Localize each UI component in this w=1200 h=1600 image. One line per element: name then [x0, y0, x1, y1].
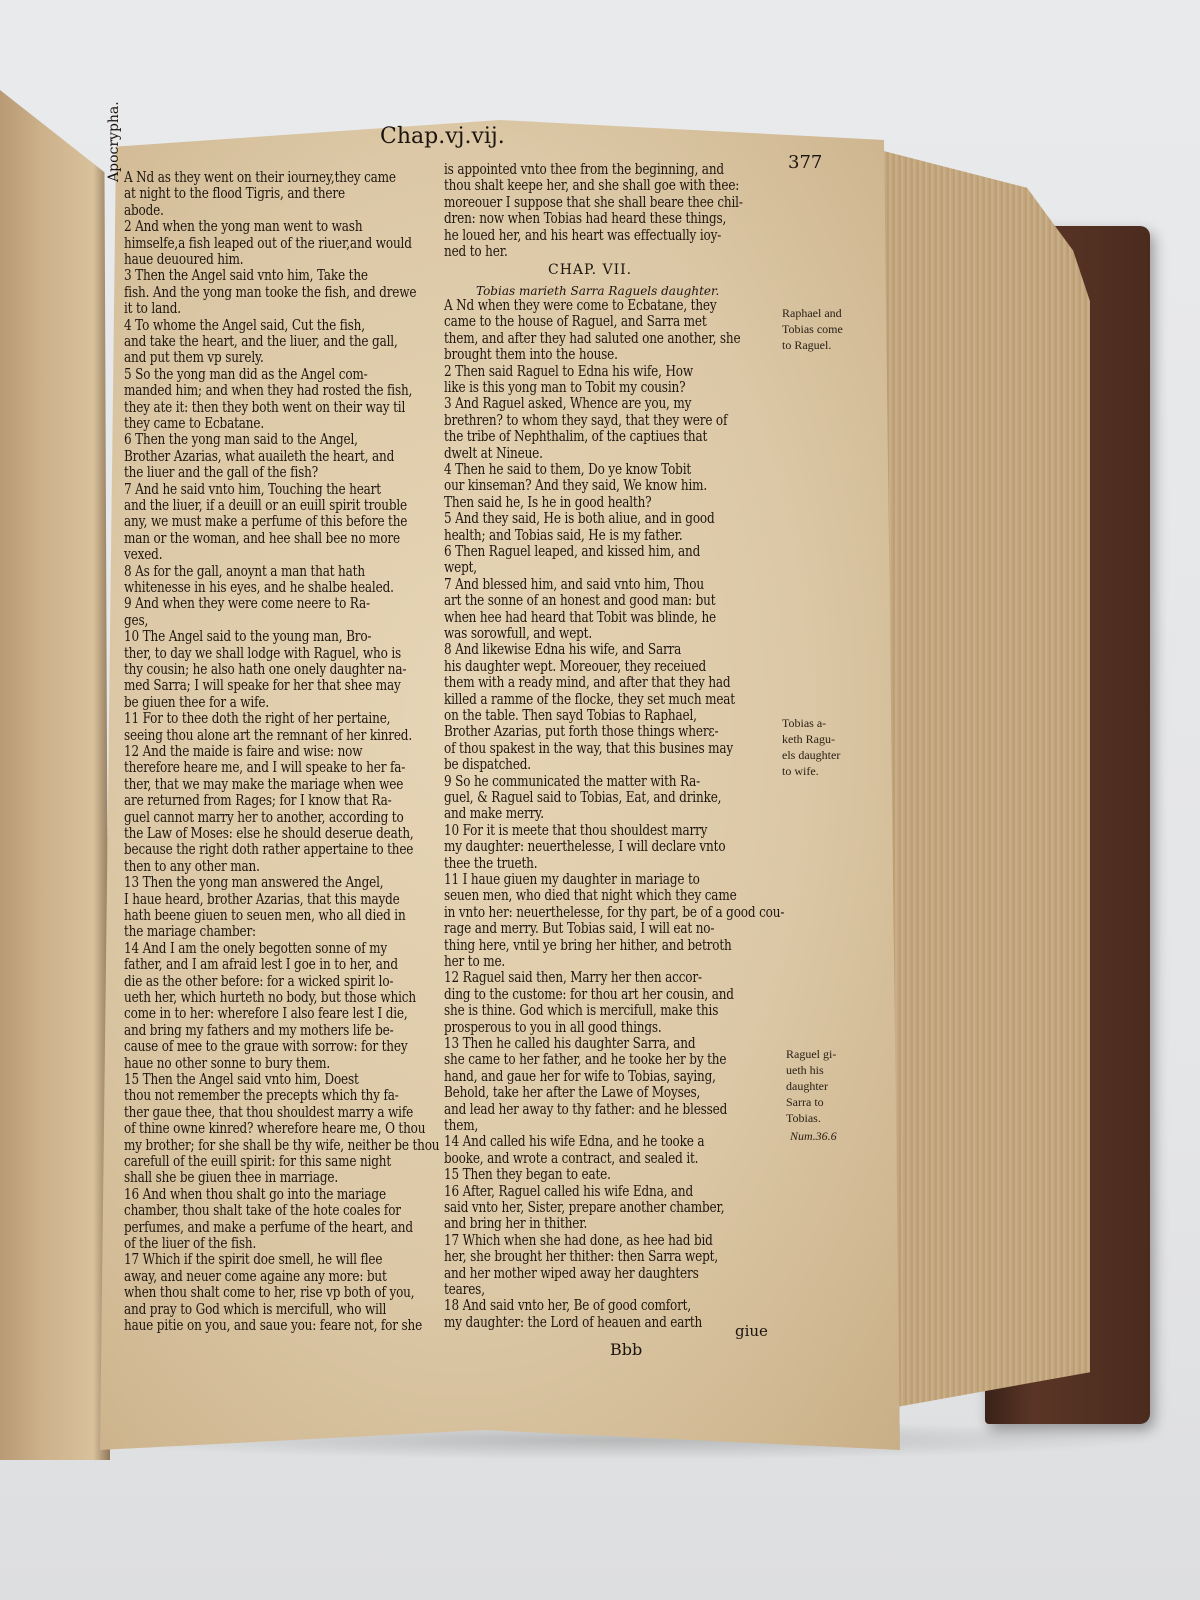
- text-line: and pray to God which is mercifull, who will: [124, 1301, 387, 1318]
- text-line: brethren? to whom they sayd, that they were of: [444, 412, 728, 429]
- text-line: thy cousin; he also hath one onely daughter na-: [124, 662, 407, 678]
- text-line: 16 After, Raguel called his wife Edna, and: [444, 1183, 694, 1200]
- text-line: med Sarra; I will speake for her that shee may: [124, 678, 401, 695]
- text-line: 7 And he said vnto him, Touching the heart: [124, 481, 381, 498]
- text-line: dwelt at Nineue.: [444, 445, 543, 462]
- text-line: 18 And said vnto her, Be of good comfort,: [444, 1298, 692, 1315]
- text-line: of thou spakest in the way, that this busines may: [444, 740, 734, 757]
- text-line: and the liuer, if a deuill or an euill spirit trouble: [124, 498, 408, 514]
- text-line: my daughter: neuerthelesse, I will declare vnto: [444, 839, 726, 856]
- text-line: 13 Then he called his daughter Sarra, and: [444, 1036, 696, 1052]
- text-line: 17 Which if the spirit doe smell, he will flee: [124, 1252, 383, 1269]
- text-line: like is this yong man to Tobit my cousin?: [444, 380, 686, 396]
- text-line: ther gaue thee, that thou shouldest marry a wife: [124, 1104, 414, 1121]
- text-line: ther, to day we shall lodge with Raguel, who is: [124, 645, 402, 662]
- text-line: said vnto her, Sister, prepare another chamber,: [444, 1200, 725, 1216]
- text-line: 4 To whome the Angel said, Cut the fish,: [124, 317, 365, 334]
- text-line: hand, and gaue her for wife to Tobias, saying,: [444, 1068, 716, 1085]
- text-line: abode.: [124, 202, 164, 219]
- text-line: them,: [444, 1118, 479, 1134]
- text-line: on the table. Then sayd Tobias to Raphael,: [444, 708, 697, 724]
- side-note-raguel: [786, 1046, 836, 1126]
- text-line: at night to the flood Tigris, and there: [124, 186, 345, 203]
- text-line: perfumes, and make a perfume of the heart, and: [124, 1219, 413, 1236]
- text-line: 11 For to thee doth the right of her pertaine,: [124, 711, 391, 728]
- text-line: then to any other man.: [124, 858, 260, 875]
- text-line: thou shalt keepe her, and she shall goe with thee:: [444, 178, 740, 195]
- text-line: ges,: [124, 612, 149, 629]
- left-page-curl: [0, 90, 110, 1460]
- side-note-line: to wife.: [782, 764, 819, 778]
- side-note-line: Tobias.: [786, 1111, 821, 1125]
- text-line: the Law of Moses: else he should deserue death,: [124, 826, 414, 842]
- text-line: thee the trueth.: [444, 855, 538, 872]
- text-line: in vnto her: neuerthelesse, for thy part, be of a good cou-: [444, 904, 785, 921]
- running-head: Chap.vj.vij.: [380, 124, 505, 149]
- side-note-reference: Num.36.6: [790, 1129, 837, 1143]
- text-line: her to me.: [444, 954, 506, 970]
- text-line: and lead her away to thy father: and he blessed: [444, 1101, 728, 1118]
- catchword: giue: [735, 1322, 768, 1340]
- side-note-tobias: [782, 715, 840, 779]
- text-line: die as the other before: for a wicked spirit lo-: [124, 973, 394, 990]
- text-line: haue no other sonne to bury them.: [124, 1055, 331, 1072]
- text-line: 9 So he communicated the matter with Ra-: [444, 773, 701, 790]
- text-line: whitenesse in his eyes, and he shalbe healed.: [124, 580, 394, 596]
- text-line: come in to her: wherefore I also feare lest I die,: [124, 1006, 408, 1023]
- text-line: 14 And I am the onely begotten sonne of my: [124, 940, 388, 957]
- text-line: shall she be giuen thee in marriage.: [124, 1170, 339, 1187]
- text-line: our kinseman? And they said, We know him.: [444, 478, 708, 495]
- text-line: 8 As for the gall, anoynt a man that hath: [124, 563, 365, 580]
- side-note-raphael: [782, 305, 843, 353]
- side-note-line: daughter: [786, 1079, 828, 1093]
- text-line: and take the heart, and the liuer, and the gall,: [124, 334, 398, 350]
- text-line: moreouer I suppose that she shall beare thee chil-: [444, 194, 743, 211]
- text-line: she came to her father, and he tooke her by the: [444, 1052, 727, 1069]
- text-line: haue deuoured him.: [124, 252, 244, 268]
- text-line: of thine owne kinred? wherefore heare me, O thou: [124, 1121, 426, 1138]
- text-line: it to land.: [124, 301, 181, 318]
- text-line: brought them into the house.: [444, 347, 618, 364]
- text-line: vexed.: [124, 547, 163, 564]
- text-line: I haue heard, brother Azarias, that this mayde: [124, 891, 400, 908]
- side-note-line: Raguel gi-: [786, 1047, 837, 1061]
- text-line: fish. And the yong man tooke the fish, and drewe: [124, 284, 417, 301]
- page-number: 377: [788, 152, 823, 173]
- text-line: and her mother wiped away her daughters: [444, 1265, 699, 1282]
- text-line: his daughter wept. Moreouer, they receiued: [444, 658, 707, 675]
- text-line: guel cannot marry her to another, according to: [124, 809, 404, 826]
- text-line: man or the woman, and hee shall bee no more: [124, 530, 400, 547]
- text-line: them, and after they had saluted one another, she: [444, 330, 741, 347]
- side-note-line: Raphael and: [782, 306, 842, 320]
- text-line: 13 Then the yong man answered the Angel,: [124, 875, 384, 892]
- text-line: was sorowfull, and wept.: [444, 626, 593, 642]
- text-line: my brother; for she shall be thy wife, neither be thou: [124, 1137, 440, 1154]
- text-line: seuen men, who died that night which they came: [444, 888, 737, 905]
- side-note-line: keth Ragu-: [782, 732, 835, 746]
- text-line: she is thine. God which is mercifull, make this: [444, 1003, 719, 1020]
- text-line: Behold, take her after the Lawe of Moyses,: [444, 1085, 701, 1102]
- text-line: prosperous to you in all good things.: [444, 1019, 662, 1036]
- text-line: carefull of the euill spirit: for this same night: [124, 1154, 392, 1170]
- text-line: 10 The Angel said to the young man, Bro-: [124, 629, 372, 646]
- text-line: they came to Ecbatane.: [124, 416, 264, 432]
- chapter-heading: CHAP. VII.: [548, 262, 633, 278]
- text-line: of the liuer of the fish.: [124, 1236, 257, 1252]
- text-line: 15 Then the Angel said vnto him, Doest: [124, 1072, 359, 1088]
- signature-mark: Bbb: [610, 1340, 643, 1359]
- text-line: and bring her in thither.: [444, 1216, 588, 1233]
- text-line: cause of mee to the graue with sorrow: for they: [124, 1039, 408, 1056]
- page-edges: [880, 150, 1090, 1410]
- text-line: 7 And blessed him, and said vnto him, Thou: [444, 576, 704, 593]
- text-line: killed a ramme of the flocke, they set much meat: [444, 691, 735, 708]
- text-line: hath beene giuen to seuen men, who all died in: [124, 908, 406, 924]
- text-line: any, we must make a perfume of this before the: [124, 514, 408, 531]
- text-line: wept,: [444, 560, 477, 577]
- text-line: 3 And Raguel asked, Whence are you, my: [444, 396, 692, 413]
- text-line: 5 So the yong man did as the Angel com-: [124, 366, 368, 383]
- text-line: Brother Azarias, what auaileth the heart, and: [124, 448, 395, 465]
- text-line: 11 I haue giuen my daughter in mariage to: [444, 872, 700, 888]
- text-line: 15 Then they began to eate.: [444, 1167, 611, 1184]
- side-note-line: Sarra to: [786, 1095, 824, 1109]
- text-line: manded him; and when they had rosted the fish,: [124, 383, 413, 400]
- text-line: 5 And they said, He is both aliue, and in good: [444, 511, 715, 528]
- side-note-line: to Raguel.: [782, 338, 832, 352]
- text-line: them with a ready mind, and after that they had: [444, 675, 731, 692]
- text-line: came to the house of Raguel, and Sarra met: [444, 314, 707, 331]
- text-line: Brother Azarias, put forth those things wherε-: [444, 724, 719, 741]
- margin-title: Apocrypha.: [106, 101, 122, 182]
- text-line: thing here, vntil ye bring her hither, and betroth: [444, 937, 732, 954]
- text-line: therefore heare me, and I will speake to her fa-: [124, 760, 406, 777]
- text-line: father, and I am afraid lest I goe in to her, and: [124, 957, 398, 974]
- text-line: thou not remember the precepts which thy fa-: [124, 1088, 399, 1105]
- text-line: chamber, thou shalt take of the hote coales for: [124, 1203, 401, 1220]
- text-line: away, and neuer come againe any more: but: [124, 1268, 387, 1285]
- text-line: 6 Then the yong man said to the Angel,: [124, 432, 358, 449]
- text-line: A Nd when they were come to Ecbatane, they: [444, 298, 717, 314]
- text-line: are returned from Rages; for I know that Ra-: [124, 793, 392, 810]
- text-line: Then said he, Is he in good health?: [444, 494, 652, 511]
- text-line: be giuen thee for a wife.: [124, 694, 270, 711]
- text-line: 14 And called his wife Edna, and he tooke a: [444, 1134, 705, 1151]
- text-line: 17 Which when she had done, as hee had bid: [444, 1232, 713, 1249]
- text-line: he loued her, and his heart was effectually ioy-: [444, 227, 722, 244]
- text-line: my daughter: the Lord of heauen and earth: [444, 1314, 703, 1331]
- text-line: 16 And when thou shalt go into the mariage: [124, 1186, 386, 1203]
- text-line: rage and merry. But Tobias said, I will eat no-: [444, 921, 715, 938]
- text-line: they ate it: then they both went on their way til: [124, 399, 406, 416]
- text-line: teares,: [444, 1282, 485, 1298]
- text-line: health; and Tobias said, He is my father.: [444, 527, 683, 544]
- side-note-line: ueth his: [786, 1063, 824, 1077]
- text-line: booke, and wrote a contract, and sealed it.: [444, 1150, 699, 1167]
- text-line: 2 Then said Raguel to Edna his wife, How: [444, 363, 693, 380]
- text-line: 2 And when the yong man went to wash: [124, 219, 363, 236]
- side-note-line: els daughter: [782, 748, 841, 762]
- text-line: 12 Raguel said then, Marry her then accor-: [444, 970, 702, 987]
- text-line: A Nd as they went on their iourney,they came: [124, 170, 396, 186]
- text-line: ned to her.: [444, 244, 508, 260]
- side-note-line: Tobias a-: [782, 716, 827, 730]
- text-line: ther, that we may make the mariage when wee: [124, 776, 404, 793]
- text-line: 4 Then he said to them, Do ye know Tobit: [444, 462, 692, 478]
- text-line: 9 And when they were come neere to Ra-: [124, 596, 370, 613]
- text-line: art the sonne of an honest and good man: but: [444, 593, 716, 610]
- text-line: 6 Then Raguel leaped, and kissed him, and: [444, 544, 701, 560]
- text-line: 8 And likewise Edna his wife, and Sarra: [444, 642, 682, 659]
- text-line: the liuer and the gall of the fish?: [124, 465, 319, 482]
- text-line: her, she brought her thither: then Sarra wept,: [444, 1249, 719, 1266]
- text-line: dren: now when Tobias had heard these things,: [444, 211, 727, 228]
- text-line: when thou shalt come to her, rise vp both of you,: [124, 1285, 415, 1302]
- text-line: 3 Then the Angel said vnto him, Take the: [124, 268, 368, 285]
- text-line: and make merry.: [444, 806, 544, 823]
- text-line: ding to the custome: for thou art her cousin, and: [444, 986, 734, 1003]
- text-line: because the right doth rather appertaine to thee: [124, 842, 414, 859]
- text-line: is appointed vnto thee from the beginning, and: [444, 162, 724, 178]
- text-line: the mariage chamber:: [124, 924, 256, 941]
- text-line: seeing thou alone art the remnant of her kinred.: [124, 727, 412, 744]
- text-line: ueth her, which hurteth no body, but those which: [124, 990, 416, 1006]
- text-line: be dispatched.: [444, 757, 531, 774]
- text-line: 10 For it is meete that thou shouldest marry: [444, 822, 708, 839]
- text-line: and put them vp surely.: [124, 350, 264, 367]
- side-note-line: Tobias come: [782, 322, 843, 336]
- text-line: himselfe,a fish leaped out of the riuer,and would: [124, 235, 412, 252]
- chapter-summary: Tobias marieth Sarra Raguels daughter.: [476, 284, 720, 298]
- text-line: when hee had heard that Tobit was blinde, he: [444, 609, 717, 626]
- text-line: the tribe of Nephthalim, of the captiues that: [444, 429, 708, 446]
- text-line: 12 And the maide is faire and wise: now: [124, 744, 363, 760]
- text-line: and bring my fathers and my mothers life be-: [124, 1022, 394, 1039]
- text-line: haue pitie on you, and saue you: feare not, for she: [124, 1318, 423, 1334]
- text-line: guel, & Raguel said to Tobias, Eat, and drinke,: [444, 790, 722, 806]
